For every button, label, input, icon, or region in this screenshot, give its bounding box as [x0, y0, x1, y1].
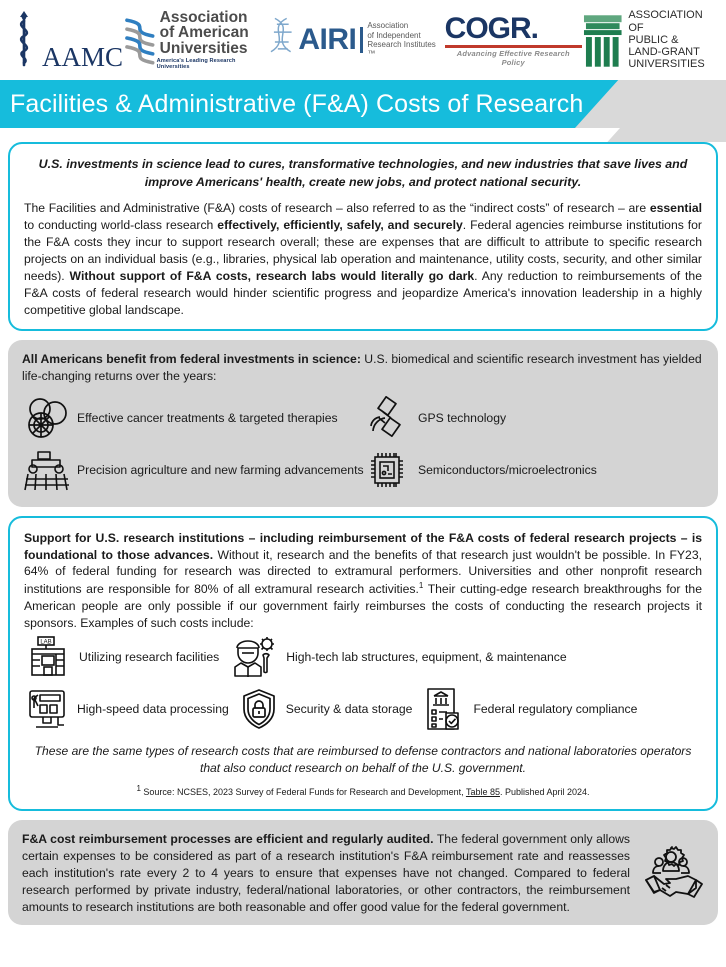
support-note: These are the same types of research costs that are reimbursed to defense contractors and national laboratories operators that also conduct research on behalf of the U.S. government.: [34, 744, 692, 776]
banner-gray-strip: [0, 128, 726, 142]
benefit-item-gps: [363, 394, 704, 442]
logo-bar: [0, 0, 726, 80]
cost-item-hightech-lab: [229, 634, 566, 680]
benefit-item-cancer: [22, 394, 363, 442]
cost-item-facilities: [24, 634, 219, 680]
dna-helix-icon: [123, 14, 157, 66]
benefit-label: GPS technology: [418, 410, 507, 425]
support-paragraph: Support for U.S. research institutions – including reimbursement of the F&A costs of federal research projects – is foundational to those advances. Without it, research and the benefits of that research just wouldn't be possible. In FY23, 64% of federal funding for research was directed to extramural performers. Universities and other nonprofit research institutions are responsible for 80% of all extramural research activities.$^1$ Their cutting-edge research breakthroughs for the American people are only possible if our government fairly reimburses the costs of conducting the research projects it sponsors. Examples of such costs include:: [24, 530, 702, 631]
logo-aau: [123, 10, 269, 70]
aplu-line3: LAND-GRANT: [628, 46, 700, 59]
airi-divider: [360, 27, 363, 53]
handshake-gear-icon: [638, 840, 704, 906]
airi-sub2: of Independent: [367, 30, 421, 40]
cost-items-row-1: [24, 634, 702, 684]
intro-paragraph: The Facilities and Administrative (F&A) costs of research – also referred to as the “indirect costs” of research – are essential to conducting world-class research effectively, efficiently, safely, and securely. Federal agencies reimburse institutions for the F&A costs they incur to support research overall; these are expenses that are difficult to attribute to specific research projects on an individual basis (e.g., libraries, physical lab operation and maintenance, utility costs, security, and other similar needs). Without support of F&A costs, research labs would literally go dark. Any reduction to reimbursements of the F&A costs of federal research would hinder scientific progress and jeopardize America's innovation leadership in a highly competitive global landscape.: [24, 201, 702, 317]
page-title: Facilities & Administrative (F&A) Costs of Research: [10, 89, 584, 118]
logo-cogr: [444, 11, 582, 67]
audit-content: [22, 831, 704, 916]
cost-label: High-speed data processing: [77, 702, 229, 717]
logo-cogr-text: COGR.: [444, 11, 539, 45]
logo-aau-tagline: America's Leading Research Universities: [156, 57, 236, 70]
cost-label: Utilizing research facilities: [79, 650, 220, 665]
lab-building-icon: [24, 634, 72, 680]
footnote-marker: 1: [136, 784, 141, 794]
benefit-label: Effective cancer treatments & targeted therapies: [77, 410, 338, 425]
benefit-item-semiconductors: [363, 446, 704, 494]
banner-strip-cut: [0, 128, 620, 142]
logo-aamc-text: AAMC: [42, 42, 124, 72]
cost-item-security: [239, 687, 413, 731]
logo-cogr-tagline: Advancing Effective Research Policy: [456, 48, 570, 67]
footnote-post: . Published April 2024.: [499, 787, 590, 798]
columns-icon: [582, 11, 624, 69]
logo-airi-subtext: [367, 21, 444, 59]
cost-items-row-2: [24, 686, 702, 736]
svg-text:LAB: LAB: [40, 639, 52, 646]
cost-item-data-processing: [24, 687, 229, 731]
cogr-rule: [445, 45, 582, 48]
logo-aplu: [582, 9, 720, 71]
title-banner: [0, 80, 726, 128]
aau-line1: Association: [159, 9, 248, 27]
benefits-grid: [22, 394, 704, 498]
technician-gear-icon: [229, 634, 279, 680]
cancer-cells-icon: [22, 396, 70, 440]
logo-aamc: [8, 9, 123, 71]
aplu-line1: ASSOCIATION OF: [628, 9, 703, 34]
airi-sub3: Research Institutes ™: [367, 40, 436, 59]
airi-sub1: Association: [367, 21, 409, 31]
cost-label: Federal regulatory compliance: [473, 702, 638, 717]
aplu-line4: UNIVERSITIES: [628, 58, 705, 71]
audit-section: [8, 820, 718, 925]
intro-lead: U.S. investments in science lead to cures, transformative technologies, and new industries that save lives and improve Americans' health, create new jobs, and protect national security.: [38, 157, 688, 189]
aplu-line2: PUBLIC &: [628, 33, 679, 46]
benefit-label: Semiconductors/microelectronics: [418, 462, 597, 477]
aau-line3: Universities: [159, 39, 248, 57]
support-footnote: [24, 784, 702, 799]
computer-data-icon: [24, 687, 70, 731]
aau-line2: of American: [159, 24, 249, 42]
microchip-icon: [363, 448, 411, 492]
benefits-section: [8, 340, 718, 507]
benefit-label: Precision agriculture and new farming advancements: [77, 462, 364, 477]
tractor-icon: [22, 448, 70, 492]
compliance-document-icon: [422, 686, 466, 732]
footnote-pre: Source: NCSES, 2023 Survey of Federal Funds for Research and Development,: [140, 787, 466, 798]
cost-item-compliance: [422, 686, 637, 732]
logo-aau-text: [160, 10, 269, 56]
intro-section: [8, 142, 718, 331]
cost-label: Security & data storage: [285, 702, 413, 717]
support-section: [8, 516, 718, 811]
audit-paragraph: F&A cost reimbursement processes are efficient and regularly audited. The federal government only allows certain expenses to be considered as part of a research institution's F&A reimbursement rate and reassesses each institution's rate every 2 to 4 years to ensure that expenses have not changed. Compared to federal research performed by private industry, federal/national laboratories, or other contractors, the reimbursement amounts to research institutions are both reasonable and offer good value for the federal government.: [22, 831, 630, 914]
banner-wedge-decoration: [566, 80, 726, 128]
caduceus-icon: [8, 9, 40, 71]
satellite-icon: [363, 396, 411, 440]
page-content: [0, 142, 726, 925]
dna-strand-icon: [269, 14, 298, 66]
logo-airi: [269, 14, 445, 66]
logo-airi-text: AIRI: [298, 23, 357, 56]
footnote-link[interactable]: Table 85: [465, 787, 500, 798]
benefit-item-agriculture: [22, 446, 363, 494]
cost-label: High-tech lab structures, equipment, & maintenance: [286, 650, 567, 665]
benefits-heading: All Americans benefit from federal investments in science: U.S. biomedical and scientific research investment has yielded life-changing returns over the years:: [22, 351, 702, 384]
logo-aplu-text: [628, 9, 720, 71]
shield-lock-icon: [239, 687, 279, 731]
